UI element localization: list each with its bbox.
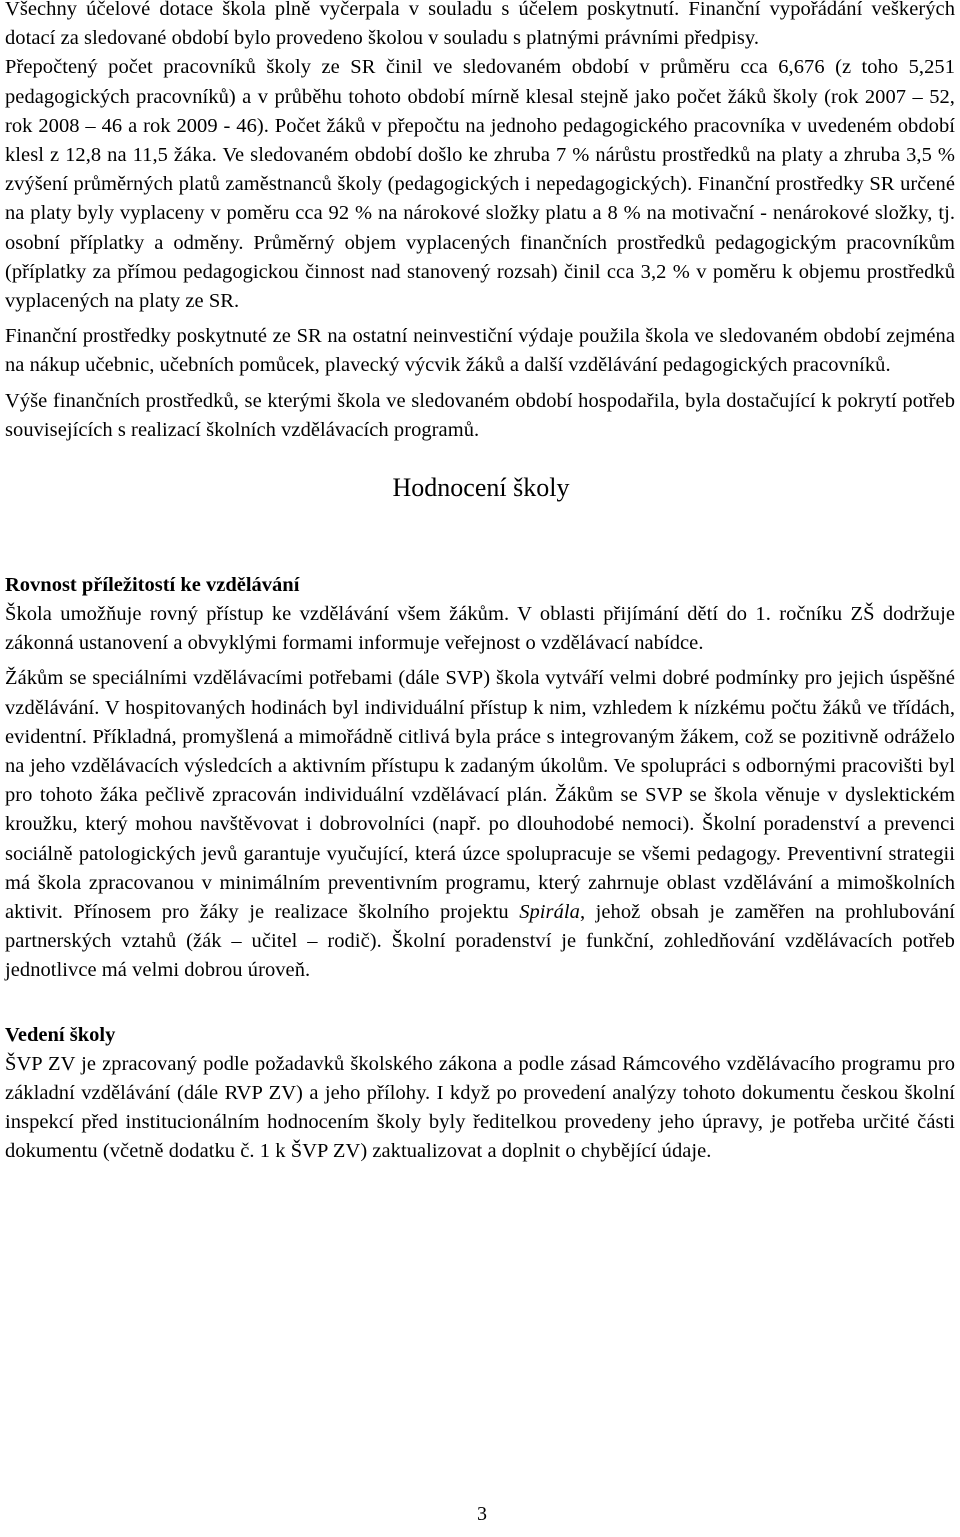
paragraph-vyse-prostredku: Výše finančních prostředků, se kterými škola ve sledovaném období hospodařila, byla dostačující k pokrytí potřeb souvisejících s realizací školních vzdělávacích programů. <box>5 389 955 441</box>
paragraph-svp <box>5 664 955 985</box>
main-heading: Hodnocení školy <box>392 473 570 503</box>
page-number: 3 <box>477 1503 487 1525</box>
section-heading-vedeni: Vedení školy <box>5 1023 116 1046</box>
paragraph-neinvesticni-vydaje: Finanční prostředky poskytnuté ze SR na ostatní neinvestiční výdaje použila škola ve sledovaném období zejména na nákup učebnic, učebních pomůcek, plavecký výcvik žáků a další vzdělávání pedagogických pracovníků. <box>5 325 955 377</box>
paragraph-svp-zv: ŠVP ZV je zpracovaný podle požadavků školského zákona a podle zásad Rámcového vzdělávacího programu pro základní vzdělávání (dále RVP ZV) a jeho přílohy. I když po provedení analýzy tohoto dokumentu českou školní inspekcí před institucionálním hodnocením školy byly ředitelkou provedeny jeho úpravy, je potřeba určité části dokumentu (včetně dodatku č. 1 k ŠVP ZV) zaktualizovat a doplnit o chybějící údaje. <box>5 1052 955 1163</box>
paragraph-svp-text-after: , jehož obsah je zaměřen na prohlubování partnerských vztahů (žák – učitel – rodič). Školní poradenství je funkční, zohledňování vzdělávacích potřeb jednotlivce má velmi dobrou úroveň. <box>5 901 955 982</box>
section-heading-rovnost: Rovnost příležitostí ke vzdělávání <box>5 574 300 597</box>
paragraph-svp-text-before: Žákům se speciálními vzdělávacími potřebami (dále SVP) škola vytváří velmi dobré podmínky pro jejich úspěšné vzdělávání. V hospitovaných hodinách byl individuální přístup k nim, vzhledem k nízkému počtu žáků ve třídách, evidentní. Příkladná, promyšlená a mimořádně citlivá byla práce s integrovaným žákem, což se pozitivně odráželo na jeho vzdělávacích výsledcích a aktivním přístupu k zadaným úkolům. Ve spolupráci s odbornými pracovišti byl pro tohoto žáka pečlivě zpracován individuální vzdělávací plán. Žákům se SVP se škola věnuje v dyslektickém kroužku, který mohou navštěvovat i dobrovolníci (např. po dlouhodobé nemoci). Školní poradenství a prevenci sociálně patologických jevů garantuje vyučující, která úzce spolupracuje se všemi pedagogy. Preventivní strategii má škola zpracovanou v minimálním preventivním programu, který zahrnuje oblast vzdělávání a mimoškolních aktivit. Přínosem pro žáky je realizace školního projektu <box>5 667 955 924</box>
paragraph-rovny-pristup: Škola umožňuje rovný přístup ke vzdělávání všem žákům. V oblasti přijímání dětí do 1. ročníku ZŠ dodržuje zákonná ustanovení a obvyklými formami informuje veřejnost o vzdělávací nabídce. <box>5 603 955 655</box>
project-name-italic: Spirála <box>519 901 580 924</box>
paragraph-pracovnici: Přepočtený počet pracovníků školy ze SR činil ve sledovaném období v průměru cca 6,676 (z toho 5,251 pedagogických pracovníků) a v průběhu tohoto období mírně klesal stejně jako počet žáků školy (rok 2007 – 52, rok 2008 – 46 a rok 2009 - 46). Počet žáků v přepočtu na jednoho pedagogického pracovníka v uvedeném období klesl z 12,8 na 11,5 žáka. Ve sledovaném období došlo ke zhruba 7 % nárůstu prostředků na platy a zhruba 3,5 % zvýšení průměrných platů zaměstnanců školy (pedagogických i nepedagogických). Finanční prostředky SR určené na platy byly vyplaceny v poměru cca 92 % na nárokové složky platu a 8 % na motivační - nenárokové složky, tj. osobní příplatky a odměny. Průměrný objem vyplacených finančních prostředků pedagogickým pracovníkům (příplatky za přímou pedagogickou činnost nad stanovený rozsah) činil cca 3,2 % v poměru k objemu prostředků vyplacených na platy ze SR. <box>5 56 955 313</box>
paragraph-dotace: Všechny účelové dotace škola plně vyčerpala v souladu s účelem poskytnutí. Finanční vypořádání veškerých dotací za sledované období bylo provedeno školou v souladu s platnými právními předpisy. <box>5 0 955 50</box>
